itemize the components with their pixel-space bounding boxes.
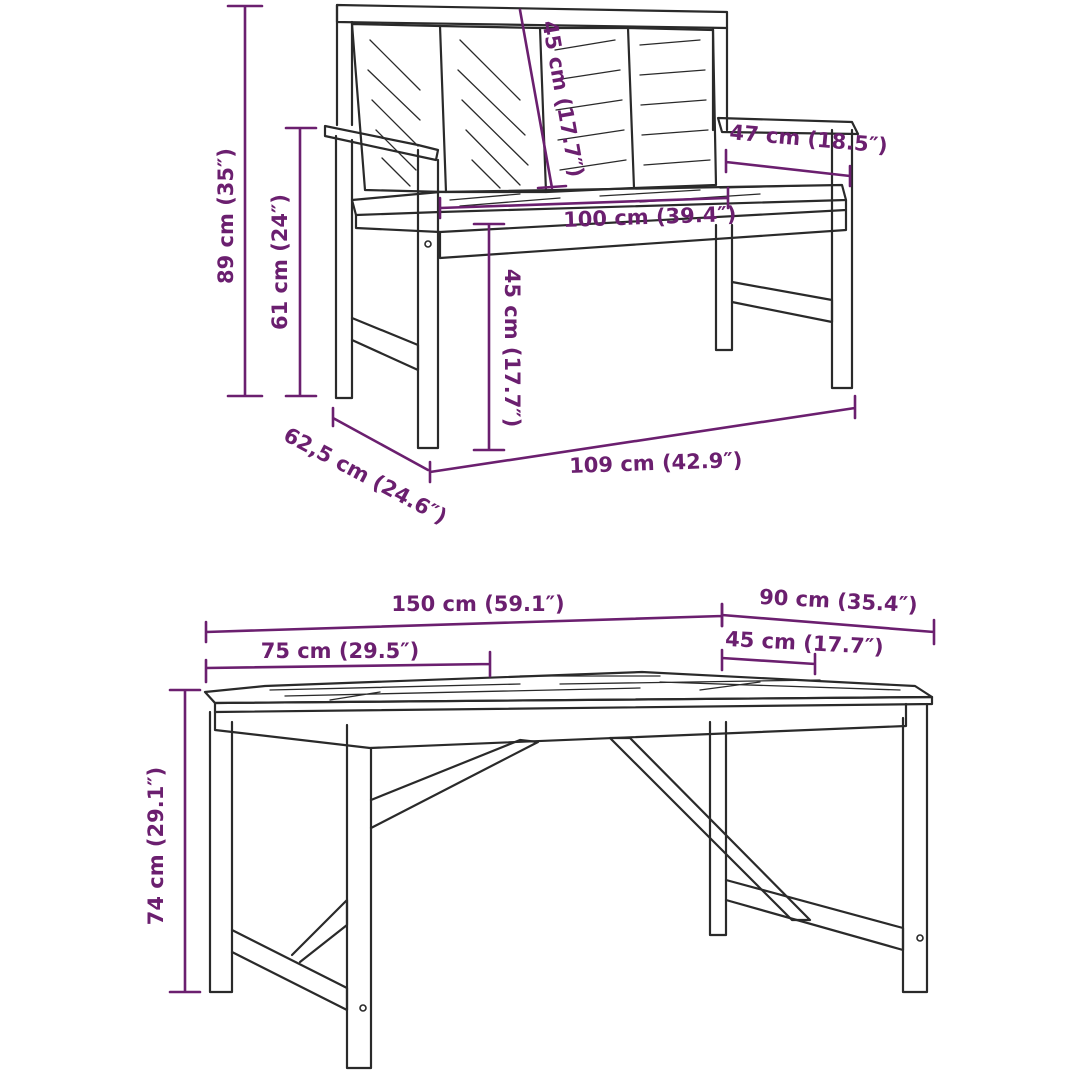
table-height-label: 74 cm (29.1″) <box>144 766 168 926</box>
table-width-label: 90 cm (35.4″) <box>758 584 919 618</box>
table-length-label: 150 cm (59.1″) <box>391 592 565 616</box>
bench-overall-width-label: 109 cm (42.9″) <box>568 447 743 479</box>
bench-overall-depth-label: 62,5 cm (24.6″) <box>279 422 451 529</box>
bench-armrest-height-label: 61 cm (24″) <box>268 194 292 330</box>
table-drawing <box>205 672 932 1068</box>
table-half-length-label: 75 cm (29.5″) <box>260 639 420 663</box>
bench-overall-height-label: 89 cm (35″) <box>214 148 238 284</box>
table-half-width-label: 45 cm (17.7″) <box>724 626 885 660</box>
bench-backrest-height-label: 45 cm (17.7″) <box>537 18 589 179</box>
bench-seat-depth-label: 47 cm (18.5″) <box>728 120 889 158</box>
bench-seat-height-label: 45 cm (17.7″) <box>500 268 524 428</box>
bench-seat-width-label: 100 cm (39.4″) <box>562 201 737 233</box>
